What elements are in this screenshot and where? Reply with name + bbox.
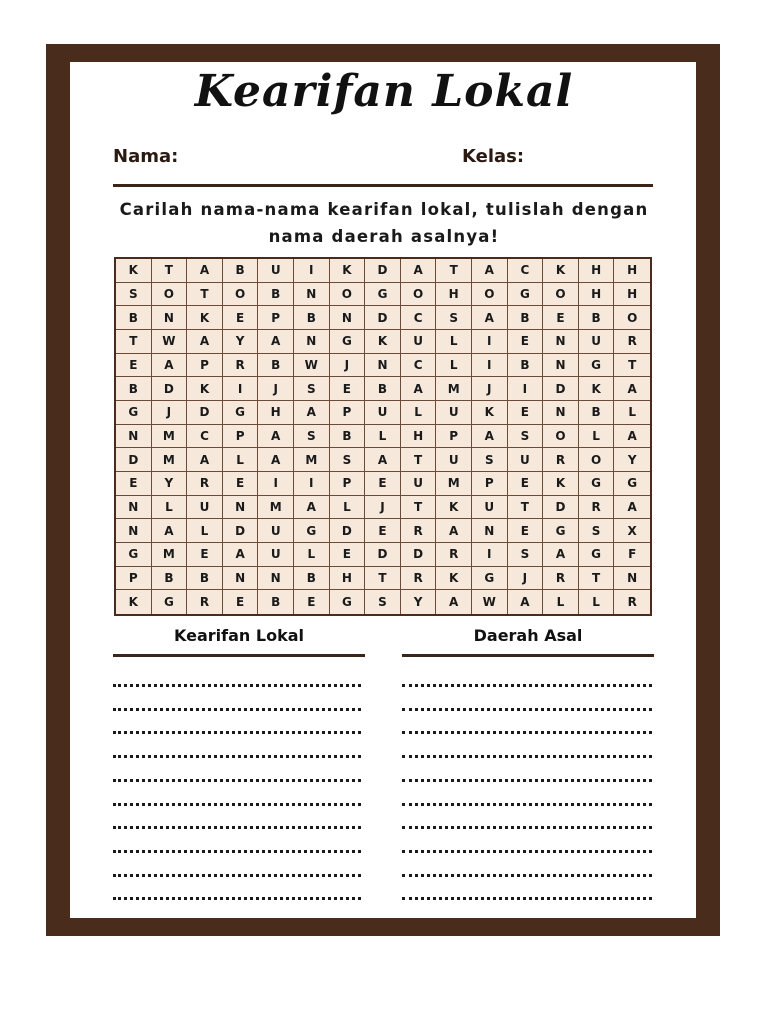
grid-cell: Y: [223, 330, 259, 354]
grid-cell: A: [258, 330, 294, 354]
grid-cell: S: [508, 543, 544, 567]
grid-cell: O: [330, 283, 366, 307]
grid-cell: N: [472, 519, 508, 543]
grid-cell: B: [258, 283, 294, 307]
grid-cell: L: [365, 425, 401, 449]
grid-cell: U: [258, 259, 294, 283]
grid-cell: G: [223, 401, 259, 425]
grid-cell: Y: [614, 448, 650, 472]
grid-cell: N: [543, 354, 579, 378]
grid-cell: E: [365, 472, 401, 496]
grid-cell: N: [294, 283, 330, 307]
answer-line-kearifan: [113, 708, 361, 711]
grid-cell: U: [258, 543, 294, 567]
grid-cell: D: [116, 448, 152, 472]
grid-cell: H: [401, 425, 437, 449]
answer-line-kearifan: [113, 731, 361, 734]
grid-cell: U: [401, 330, 437, 354]
grid-cell: R: [627, 595, 637, 610]
grid-cell: E: [223, 472, 259, 496]
grid-cell: A: [472, 259, 508, 283]
grid-cell: O: [579, 448, 615, 472]
grid-cell: B: [330, 425, 366, 449]
grid-cell: N: [543, 330, 579, 354]
grid-cell: E: [508, 401, 544, 425]
grid-cell: S: [472, 448, 508, 472]
grid-cell: O: [223, 283, 259, 307]
grid-cell: K: [543, 472, 579, 496]
grid-cell: D: [401, 543, 437, 567]
grid-cell: N: [223, 496, 259, 520]
grid-cell: A: [436, 590, 472, 614]
grid-cell: U: [401, 472, 437, 496]
grid-cell: E: [330, 543, 366, 567]
answer-line-kearifan: [113, 755, 361, 758]
grid-cell: R: [614, 330, 650, 354]
grid-cell: R: [436, 543, 472, 567]
grid-cell: U: [436, 448, 472, 472]
grid-cell: E: [223, 590, 259, 614]
grid-cell: B: [187, 567, 223, 591]
grid-cell: A: [401, 377, 437, 401]
grid-cell: K: [436, 496, 472, 520]
grid-cell: P: [258, 306, 294, 330]
grid-cell: R: [187, 472, 223, 496]
grid-cell: M: [152, 448, 188, 472]
grid-cell: U: [472, 496, 508, 520]
answer-line-daerah: [402, 850, 652, 853]
grid-cell: O: [152, 283, 188, 307]
grid-cell: I: [223, 377, 259, 401]
grid-cell: N: [116, 519, 152, 543]
grid-cell: M: [152, 425, 188, 449]
grid-cell: J: [472, 377, 508, 401]
grid-cell: B: [294, 567, 330, 591]
grid-cell: O: [543, 283, 579, 307]
grid-cell: Y: [152, 472, 188, 496]
grid-cell: D: [187, 401, 223, 425]
grid-cell: A: [472, 306, 508, 330]
grid-cell: B: [579, 306, 615, 330]
answer-line-daerah: [402, 684, 652, 687]
grid-cell: A: [152, 354, 188, 378]
answer-line-daerah: [402, 755, 652, 758]
grid-cell: L: [579, 590, 615, 614]
grid-cell: A: [152, 519, 188, 543]
grid-cell: H: [614, 259, 650, 283]
grid-cell: D: [543, 496, 579, 520]
grid-cell: L: [223, 448, 259, 472]
grid-cell: A: [294, 401, 330, 425]
grid-cell: N: [294, 330, 330, 354]
grid-cell: R: [223, 354, 259, 378]
grid-cell: G: [116, 543, 152, 567]
grid-cell: B: [508, 354, 544, 378]
column-rule-right: [402, 654, 654, 657]
grid-cell: G: [508, 283, 544, 307]
answer-line-daerah: [402, 826, 652, 829]
grid-cell: A: [187, 330, 223, 354]
grid-cell: N: [116, 425, 152, 449]
grid-cell: L: [187, 519, 223, 543]
grid-cell: S: [365, 590, 401, 614]
answer-line-daerah: [402, 708, 652, 711]
grid-cell: I: [472, 330, 508, 354]
grid-cell: I: [472, 354, 508, 378]
grid-cell: G: [614, 472, 650, 496]
grid-cell: G: [365, 283, 401, 307]
grid-cell: P: [187, 354, 223, 378]
grid-cell: L: [579, 425, 615, 449]
grid-cell: G: [330, 590, 366, 614]
grid-cell: E: [508, 519, 544, 543]
grid-cell: L: [436, 354, 472, 378]
answer-line-daerah: [402, 803, 652, 806]
grid-cell: S: [294, 377, 330, 401]
grid-cell: O: [614, 306, 650, 330]
grid-cell: H: [579, 259, 615, 283]
grid-cell: H: [614, 283, 650, 307]
column-header-kearifan: Kearifan Lokal: [174, 626, 304, 645]
grid-cell: H: [330, 567, 366, 591]
grid-cell: N: [365, 354, 401, 378]
grid-cell: A: [472, 425, 508, 449]
grid-cell: A: [614, 377, 650, 401]
grid-cell: G: [116, 401, 152, 425]
grid-cell: N: [330, 306, 366, 330]
answer-line-daerah: [402, 897, 652, 900]
answer-line-kearifan: [113, 874, 361, 877]
grid-cell: L: [330, 496, 366, 520]
grid-cell: S: [330, 448, 366, 472]
grid-cell: E: [187, 543, 223, 567]
grid-cell: W: [294, 354, 330, 378]
grid-cell: T: [508, 496, 544, 520]
grid-cell: U: [436, 401, 472, 425]
grid-cell: A: [187, 259, 223, 283]
grid-cell: A: [187, 448, 223, 472]
grid-cell: U: [258, 519, 294, 543]
grid-cell: C: [401, 306, 437, 330]
grid-cell: C: [187, 425, 223, 449]
grid-cell: A: [508, 590, 544, 614]
grid-cell: B: [152, 567, 188, 591]
grid-cell: P: [116, 567, 152, 591]
grid-cell: P: [330, 472, 366, 496]
grid-cell: K: [187, 306, 223, 330]
answer-line-kearifan: [113, 850, 361, 853]
grid-cell: R: [543, 448, 579, 472]
grid-cell: L: [401, 401, 437, 425]
grid-cell: D: [365, 306, 401, 330]
grid-cell: T: [401, 448, 437, 472]
grid-cell: B: [365, 377, 401, 401]
grid-cell: B: [258, 590, 294, 614]
grid-cell: C: [508, 259, 544, 283]
grid-cell: A: [258, 425, 294, 449]
grid-cell: A: [543, 543, 579, 567]
grid-cell: Y: [401, 590, 437, 614]
answer-line-daerah: [402, 874, 652, 877]
grid-cell: S: [294, 425, 330, 449]
grid-cell: D: [330, 519, 366, 543]
grid-cell: K: [365, 330, 401, 354]
grid-cell: M: [258, 496, 294, 520]
grid-cell: S: [436, 306, 472, 330]
grid-cell: I: [508, 377, 544, 401]
grid-cell: I: [258, 472, 294, 496]
grid-cell: U: [365, 401, 401, 425]
grid-cell: T: [614, 354, 650, 378]
grid-cell: J: [508, 567, 544, 591]
grid-cell: T: [579, 567, 615, 591]
grid-cell: L: [614, 401, 650, 425]
grid-cell: L: [152, 496, 188, 520]
grid-cell: K: [579, 377, 615, 401]
grid-cell: K: [543, 259, 579, 283]
grid-cell: B: [223, 259, 259, 283]
word-search-grid: [114, 257, 652, 616]
grid-cell: A: [401, 259, 437, 283]
grid-cell: E: [116, 354, 152, 378]
grid-cell: E: [330, 377, 366, 401]
grid-cell: T: [401, 496, 437, 520]
grid-cell: W: [472, 590, 508, 614]
grid-cell: K: [472, 401, 508, 425]
grid-cell: E: [116, 472, 152, 496]
grid-cell: E: [294, 590, 330, 614]
grid-cell: B: [116, 306, 152, 330]
grid-cell: A: [365, 448, 401, 472]
grid-cell: D: [152, 377, 188, 401]
grid-cell: E: [223, 306, 259, 330]
grid-cell: X: [614, 519, 650, 543]
grid-cell: B: [579, 401, 615, 425]
grid-cell: D: [365, 259, 401, 283]
grid-cell: P: [436, 425, 472, 449]
grid-cell: D: [223, 519, 259, 543]
grid-cell: R: [579, 496, 615, 520]
grid-cell: K: [116, 259, 152, 283]
grid-cell: U: [508, 448, 544, 472]
grid-cell: O: [401, 283, 437, 307]
grid-cell: E: [543, 306, 579, 330]
grid-cell: D: [543, 377, 579, 401]
grid-cell: R: [543, 567, 579, 591]
grid-cell: G: [579, 543, 615, 567]
grid-cell: K: [187, 377, 223, 401]
grid-cell: B: [116, 377, 152, 401]
answer-line-kearifan: [113, 897, 361, 900]
grid-cell: M: [152, 543, 188, 567]
grid-cell: A: [614, 496, 650, 520]
grid-cell: B: [508, 306, 544, 330]
grid-cell: M: [436, 472, 472, 496]
grid-cell: J: [152, 401, 188, 425]
grid-cell: A: [436, 519, 472, 543]
answer-line-daerah: [402, 779, 652, 782]
grid-cell: R: [401, 567, 437, 591]
grid-cell: I: [472, 543, 508, 567]
grid-cell: T: [187, 283, 223, 307]
grid-cell: G: [152, 590, 188, 614]
column-rule-left: [113, 654, 365, 657]
grid-cell: O: [543, 425, 579, 449]
grid-cell: B: [258, 354, 294, 378]
grid-cell: E: [508, 472, 544, 496]
grid-cell: I: [294, 259, 330, 283]
grid-cell: N: [116, 496, 152, 520]
grid-cell: K: [330, 259, 366, 283]
grid-cell: J: [365, 496, 401, 520]
answer-line-kearifan: [113, 684, 361, 687]
grid-cell: G: [330, 330, 366, 354]
grid-cell: R: [187, 590, 223, 614]
grid-cell: N: [614, 567, 650, 591]
grid-cell: N: [152, 306, 188, 330]
grid-cell: P: [330, 401, 366, 425]
grid-cell: G: [472, 567, 508, 591]
grid-cell: A: [294, 496, 330, 520]
grid-cell: N: [258, 567, 294, 591]
grid-cell: N: [543, 401, 579, 425]
grid-cell: T: [436, 259, 472, 283]
grid-cell: E: [508, 330, 544, 354]
answer-line-kearifan: [113, 779, 361, 782]
answer-line-kearifan: [113, 826, 361, 829]
grid-cell: C: [401, 354, 437, 378]
grid-cell: M: [436, 377, 472, 401]
name-underline: [113, 184, 653, 187]
grid-cell: A: [614, 425, 650, 449]
grid-cell: G: [294, 519, 330, 543]
grid-cell: L: [543, 590, 579, 614]
name-label: Nama:: [113, 146, 179, 167]
grid-cell: K: [116, 590, 152, 614]
grid-cell: S: [508, 425, 544, 449]
grid-cell: L: [436, 330, 472, 354]
grid-cell: K: [436, 567, 472, 591]
grid-cell: G: [579, 472, 615, 496]
grid-cell: O: [472, 283, 508, 307]
class-label: Kelas:: [462, 146, 525, 167]
grid-cell: J: [330, 354, 366, 378]
grid-cell: D: [365, 543, 401, 567]
grid-cell: P: [223, 425, 259, 449]
grid-cell: B: [294, 306, 330, 330]
grid-cell: U: [187, 496, 223, 520]
grid-cell: H: [258, 401, 294, 425]
grid-cell: G: [579, 354, 615, 378]
grid-cell: E: [365, 519, 401, 543]
grid-cell: H: [436, 283, 472, 307]
grid-cell: M: [294, 448, 330, 472]
grid-cell: A: [223, 543, 259, 567]
grid-cell: G: [543, 519, 579, 543]
answer-line-daerah: [402, 731, 652, 734]
grid-cell: S: [579, 519, 615, 543]
grid-cell: T: [365, 567, 401, 591]
instruction-text: Carilah nama-nama kearifan lokal, tulislah dengan nama daerah asalnya!: [119, 200, 649, 246]
grid-cell: H: [579, 283, 615, 307]
answer-line-kearifan: [113, 803, 361, 806]
grid-cell: U: [579, 330, 615, 354]
grid-cell: L: [294, 543, 330, 567]
grid-cell: I: [294, 472, 330, 496]
grid-cell: S: [116, 283, 152, 307]
grid-cell: W: [152, 330, 188, 354]
grid-cell: T: [116, 330, 152, 354]
grid-cell: R: [401, 519, 437, 543]
grid-cell: A: [258, 448, 294, 472]
grid-cell: J: [258, 377, 294, 401]
grid-cell: T: [152, 259, 188, 283]
column-header-daerah: Daerah Asal: [473, 626, 583, 645]
grid-cell: F: [614, 543, 650, 567]
grid-cell: N: [223, 567, 259, 591]
worksheet-title: Kearifan Lokal: [194, 66, 574, 117]
grid-cell: P: [472, 472, 508, 496]
